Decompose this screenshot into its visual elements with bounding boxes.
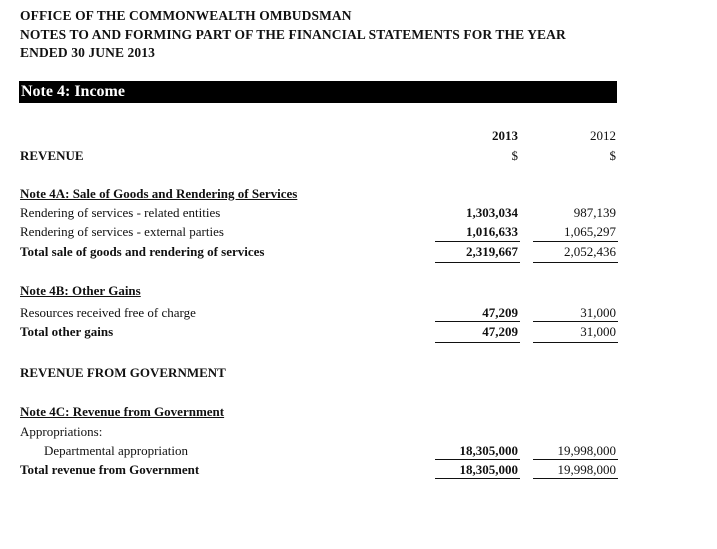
note-4b-row-label: Resources received free of charge: [20, 305, 196, 320]
column-unit-prior: $: [609, 148, 616, 163]
note-4b-total-label: Total other gains: [20, 324, 114, 339]
column-year-current: 2013: [492, 128, 518, 143]
note-4a-row-label: Rendering of services - external parties: [20, 224, 224, 239]
note-4a-total-current: 2,319,667: [466, 244, 518, 259]
note-4c-subheading: Appropriations:: [20, 424, 103, 439]
subtotal-rule: [435, 241, 520, 242]
note-4a-title: Note 4A: Sale of Goods and Rendering of Services: [20, 186, 298, 201]
note-4c-total-prior: 19,998,000: [557, 462, 616, 477]
subtotal-rule: [533, 321, 618, 322]
subtotal-rule: [435, 321, 520, 322]
note-4c-row-prior: 19,998,000: [557, 443, 616, 458]
note-4a-row-current: 1,303,034: [466, 205, 518, 220]
note-4b-row-prior: 31,000: [580, 305, 616, 320]
column-unit-current: $: [511, 148, 518, 163]
note-4b-total-prior: 31,000: [580, 324, 616, 339]
subtotal-rule: [533, 459, 618, 460]
total-rule: [435, 262, 520, 263]
total-rule: [435, 342, 520, 343]
note-4a-total-prior: 2,052,436: [564, 244, 616, 259]
note-4b-total-current: 47,209: [482, 324, 518, 339]
report-header-line-3: ENDED 30 JUNE 2013: [20, 45, 155, 60]
note-4b-title: Note 4B: Other Gains: [20, 283, 141, 298]
note-4c-total-current: 18,305,000: [459, 462, 518, 477]
note-4c-row-current: 18,305,000: [459, 443, 518, 458]
note-4b-row-current: 47,209: [482, 305, 518, 320]
note-4c-row-label: Departmental appropriation: [44, 443, 189, 458]
revenue-heading: REVENUE: [20, 148, 84, 163]
total-rule: [533, 478, 618, 479]
note-4c-total-label: Total revenue from Government: [20, 462, 200, 477]
column-year-prior: 2012: [590, 128, 616, 143]
note-4a-total-label: Total sale of goods and rendering of services: [20, 244, 265, 259]
note-4c-title: Note 4C: Revenue from Government: [20, 404, 225, 419]
note-4a-row-prior: 987,139: [573, 205, 616, 220]
note-4a-row-current: 1,016,633: [466, 224, 518, 239]
total-rule: [533, 342, 618, 343]
revenue-from-government-heading: REVENUE FROM GOVERNMENT: [20, 365, 226, 380]
note-4a-row-prior: 1,065,297: [564, 224, 616, 239]
total-rule: [435, 478, 520, 479]
subtotal-rule: [435, 459, 520, 460]
report-header-line-2: NOTES TO AND FORMING PART OF THE FINANCIAL STATEMENTS FOR THE YEAR: [20, 27, 566, 42]
total-rule: [533, 262, 618, 263]
note-4a-row-label: Rendering of services - related entities: [20, 205, 221, 220]
report-header-line-1: OFFICE OF THE COMMONWEALTH OMBUDSMAN: [20, 8, 352, 23]
subtotal-rule: [533, 241, 618, 242]
note-title-bar: Note 4: Income: [19, 81, 617, 103]
